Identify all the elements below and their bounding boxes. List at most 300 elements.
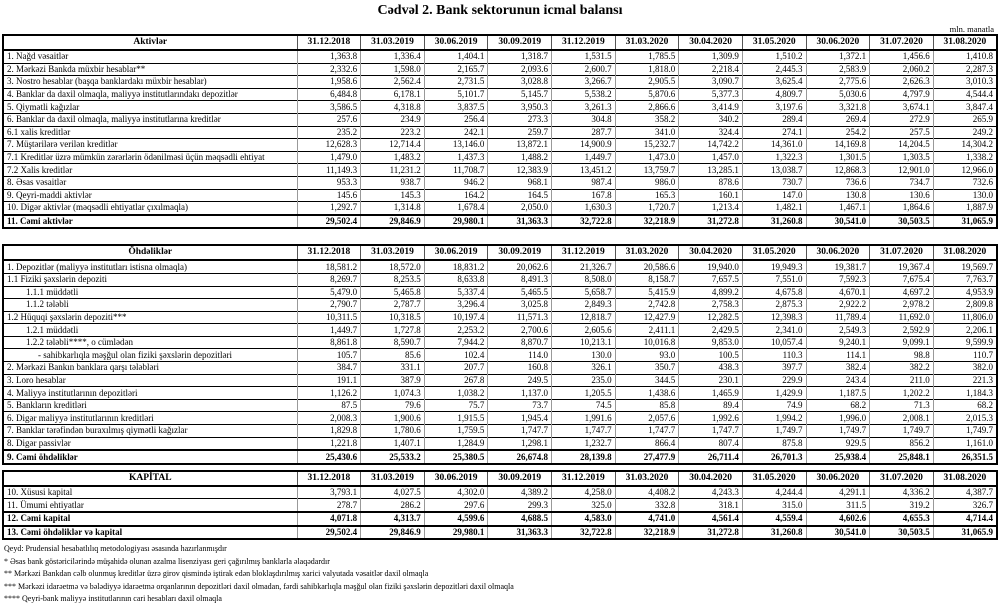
value-cell: 1,298.1 (488, 437, 552, 450)
value-cell: 32,722.8 (552, 526, 616, 540)
value-cell: 12,714.4 (361, 139, 425, 152)
value-cell: 8,870.7 (488, 336, 552, 349)
row-label: 4. Maliyyə institutlarının depozitləri (3, 387, 297, 400)
row-label: 9. Cəmi öhdəliklər (3, 450, 297, 464)
liabilities-table (2, 244, 998, 465)
value-cell: 286.2 (361, 499, 425, 512)
row-label: 4. Banklar da daxil olmaqla, maliyyə institutlarındakı depozitlər (3, 88, 297, 101)
value-cell: 105.7 (297, 349, 361, 362)
value-cell: 2,093.6 (488, 63, 552, 76)
value-cell: 929.5 (806, 437, 870, 450)
date-column-header: 30.04.2020 (679, 471, 743, 486)
value-cell: 12,818.7 (552, 311, 616, 324)
value-cell: 315.0 (742, 499, 806, 512)
value-cell: 2,583.9 (806, 63, 870, 76)
value-cell: 130.0 (933, 189, 997, 202)
value-cell: 31,260.8 (742, 215, 806, 229)
value-cell: 68.2 (806, 399, 870, 412)
value-cell: 265.9 (933, 113, 997, 126)
value-cell: 272.9 (870, 113, 934, 126)
value-cell: 2,429.5 (679, 324, 743, 337)
value-cell: 167.8 (552, 189, 616, 202)
value-cell: 730.7 (742, 176, 806, 189)
value-cell: 6,178.1 (361, 88, 425, 101)
value-cell: 5,030.6 (806, 88, 870, 101)
value-cell: 4,071.8 (297, 512, 361, 526)
liabilities-section-title: Öhdəliklər (3, 245, 297, 260)
value-cell: 732.6 (933, 176, 997, 189)
liabilities-header-row (3, 245, 997, 260)
row-label: 7.1 Kreditlər üzrə mümkün zərərlərin ödənilməsi üçün məqsədli ehtiyat (3, 151, 297, 164)
value-cell: 4,688.5 (488, 512, 552, 526)
value-cell: 8,861.8 (297, 336, 361, 349)
row-label: 1.1 Fiziki şəxslərin depoziti (3, 273, 297, 286)
value-cell: 1,598.0 (361, 63, 425, 76)
value-cell: 14,204.5 (870, 139, 934, 152)
value-cell: 358.2 (615, 113, 679, 126)
value-cell: 878.6 (679, 176, 743, 189)
value-cell: 382.0 (933, 362, 997, 375)
value-cell: 4,389.2 (488, 486, 552, 499)
value-cell: 4,408.2 (615, 486, 679, 499)
value-cell: 5,538.2 (552, 88, 616, 101)
value-cell: 8,158.7 (615, 273, 679, 286)
row-label: 2. Mərkəzi Bankda müxbir hesablar** (3, 63, 297, 76)
value-cell: 1,994.2 (742, 412, 806, 425)
value-cell: 269.4 (806, 113, 870, 126)
row-label: 5. Qiymətli kağızlar (3, 101, 297, 114)
capital-table (2, 470, 998, 540)
table-row (3, 126, 997, 139)
value-cell: 28,139.8 (552, 450, 616, 464)
value-cell: 4,714.4 (933, 512, 997, 526)
value-cell: 2,206.1 (933, 324, 997, 337)
value-cell: 11,231.2 (361, 164, 425, 177)
value-cell: 31,260.8 (742, 526, 806, 540)
table-row (3, 286, 997, 299)
value-cell: 1,372.1 (806, 50, 870, 63)
value-cell: 4,583.0 (552, 512, 616, 526)
row-label: 7. Müştərilərə verilən kreditlər (3, 139, 297, 152)
value-cell: 2,922.2 (806, 299, 870, 312)
table-row (3, 512, 997, 526)
value-cell: 1,232.7 (552, 437, 616, 450)
value-cell: 11,789.4 (806, 311, 870, 324)
value-cell: 14,304.2 (933, 139, 997, 152)
value-cell: 29,980.1 (424, 215, 488, 229)
value-cell: 7,944.2 (424, 336, 488, 349)
value-cell: 866.4 (615, 437, 679, 450)
value-cell: 7,657.5 (679, 273, 743, 286)
value-cell: 19,569.7 (933, 260, 997, 273)
value-cell: 3,625.4 (742, 76, 806, 89)
value-cell: 235.0 (552, 374, 616, 387)
value-cell: 3,090.7 (679, 76, 743, 89)
value-cell: 229.9 (742, 374, 806, 387)
value-cell: 100.5 (679, 349, 743, 362)
value-cell: 2,809.8 (933, 299, 997, 312)
value-cell: 1,449.7 (552, 151, 616, 164)
row-label: 9. Qeyri-maddi aktivlər (3, 189, 297, 202)
value-cell: 10,213.1 (552, 336, 616, 349)
value-cell: 1,958.6 (297, 76, 361, 89)
value-cell: 4,318.8 (361, 101, 425, 114)
value-cell: 102.4 (424, 349, 488, 362)
row-label: 6. Banklar da daxil olmaqla, maliyyə institutlarına kreditlər (3, 113, 297, 126)
value-cell: 382.2 (870, 362, 934, 375)
value-cell: 13,038.7 (742, 164, 806, 177)
value-cell: 13,872.1 (488, 139, 552, 152)
value-cell: 2,775.6 (806, 76, 870, 89)
value-cell: 856.2 (870, 437, 934, 450)
value-cell: 1,996.0 (806, 412, 870, 425)
value-cell: 1,303.5 (870, 151, 934, 164)
value-cell: 297.6 (424, 499, 488, 512)
value-cell: 1,992.6 (679, 412, 743, 425)
value-cell: 19,367.4 (870, 260, 934, 273)
value-cell: 249.5 (488, 374, 552, 387)
table-row (3, 50, 997, 63)
value-cell: 1,510.2 (742, 50, 806, 63)
value-cell: 2,849.3 (552, 299, 616, 312)
value-cell: 221.3 (933, 374, 997, 387)
value-cell: 26,674.8 (488, 450, 552, 464)
date-column-header: 31.05.2020 (742, 35, 806, 50)
value-cell: 11,708.7 (424, 164, 488, 177)
value-cell: 19,949.3 (742, 260, 806, 273)
value-cell: 130.6 (870, 189, 934, 202)
value-cell: 986.0 (615, 176, 679, 189)
date-column-header: 31.12.2019 (552, 471, 616, 486)
value-cell: 1,456.6 (870, 50, 934, 63)
value-cell: 5,377.3 (679, 88, 743, 101)
value-cell: 29,846.9 (361, 526, 425, 540)
value-cell: 1,322.3 (742, 151, 806, 164)
value-cell: 74.5 (552, 399, 616, 412)
value-cell: 734.7 (870, 176, 934, 189)
value-cell: 31,065.9 (933, 215, 997, 229)
value-cell: 2,341.0 (742, 324, 806, 337)
value-cell: 350.7 (615, 362, 679, 375)
value-cell: 1,749.7 (806, 425, 870, 438)
value-cell: 6,484.8 (297, 88, 361, 101)
value-cell: 145.6 (297, 189, 361, 202)
date-column-header: 31.07.2020 (870, 471, 934, 486)
value-cell: 1,184.3 (933, 387, 997, 400)
page-title: Cədvəl 2. Bank sektorunun icmal balansı (377, 3, 623, 18)
value-cell: 145.3 (361, 189, 425, 202)
date-column-header: 31.05.2020 (742, 245, 806, 260)
value-cell: 2,978.2 (870, 299, 934, 312)
value-cell: 1,759.5 (424, 425, 488, 438)
value-cell: 10,197.4 (424, 311, 488, 324)
value-cell: 1,292.7 (297, 202, 361, 215)
value-cell: 12,398.3 (742, 311, 806, 324)
value-cell: 1,749.7 (870, 425, 934, 438)
date-column-header: 31.03.2020 (615, 245, 679, 260)
value-cell: 85.8 (615, 399, 679, 412)
value-cell: 26,701.3 (742, 450, 806, 464)
value-cell: 12,901.0 (870, 164, 934, 177)
section-gap (0, 229, 1000, 244)
value-cell: 85.6 (361, 349, 425, 362)
value-cell: 325.0 (552, 499, 616, 512)
value-cell: 3,296.4 (424, 299, 488, 312)
value-cell: 3,321.8 (806, 101, 870, 114)
row-label: 7. Banklar tərəfindən buraxılmış qiymətli kağızlar (3, 425, 297, 438)
value-cell: 20,586.6 (615, 260, 679, 273)
row-label: 11. Cəmi aktivlər (3, 215, 297, 229)
value-cell: 3,414.9 (679, 101, 743, 114)
value-cell: 4,027.5 (361, 486, 425, 499)
footnotes (4, 544, 649, 604)
value-cell: 27,477.9 (615, 450, 679, 464)
table-row (3, 76, 997, 89)
value-cell: 8,633.8 (424, 273, 488, 286)
date-column-header: 30.06.2019 (424, 245, 488, 260)
value-cell: 19,381.7 (806, 260, 870, 273)
row-label: 11. Ümumi ehtiyatlar (3, 499, 297, 512)
value-cell: 110.7 (933, 349, 997, 362)
value-cell: 25,430.6 (297, 450, 361, 464)
date-column-header: 31.12.2019 (552, 35, 616, 50)
value-cell: 1,338.2 (933, 151, 997, 164)
value-cell: 2,731.5 (424, 76, 488, 89)
value-cell: 25,938.4 (806, 450, 870, 464)
row-label: 1.2.2 tələbli****, o cümlədən (3, 336, 297, 349)
date-column-header: 30.06.2020 (806, 245, 870, 260)
value-cell: 11,571.3 (488, 311, 552, 324)
value-cell: 397.7 (742, 362, 806, 375)
value-cell: 341.0 (615, 126, 679, 139)
value-cell: 3,025.8 (488, 299, 552, 312)
value-cell: 12,868.3 (806, 164, 870, 177)
table-row (3, 412, 997, 425)
value-cell: 387.9 (361, 374, 425, 387)
row-label: 13. Cəmi öhdəliklər və kapital (3, 526, 297, 540)
value-cell: 11,806.0 (933, 311, 997, 324)
value-cell: 7,763.7 (933, 273, 997, 286)
value-cell: 4,675.8 (742, 286, 806, 299)
value-cell: 13,451.2 (552, 164, 616, 177)
value-cell: 29,502.4 (297, 215, 361, 229)
value-cell: 3,847.4 (933, 101, 997, 114)
value-cell: 257.6 (297, 113, 361, 126)
table-row (3, 450, 997, 464)
value-cell: 1,749.7 (742, 425, 806, 438)
value-cell: 1,301.5 (806, 151, 870, 164)
value-cell: 30,503.5 (870, 526, 934, 540)
value-cell: 5,415.9 (615, 286, 679, 299)
value-cell: 3,197.6 (742, 101, 806, 114)
value-cell: 1,404.1 (424, 50, 488, 63)
table-row (3, 399, 997, 412)
value-cell: 5,465.5 (488, 286, 552, 299)
table-row (3, 189, 997, 202)
value-cell: 71.3 (870, 399, 934, 412)
value-cell: 32,218.9 (615, 215, 679, 229)
table-row (3, 273, 997, 286)
table-row (3, 349, 997, 362)
value-cell: 21,326.7 (552, 260, 616, 273)
date-column-header: 31.07.2020 (870, 245, 934, 260)
value-cell: 4,387.7 (933, 486, 997, 499)
value-cell: 8,491.3 (488, 273, 552, 286)
value-cell: 254.2 (806, 126, 870, 139)
table-row (3, 362, 997, 375)
value-cell: 1,747.7 (552, 425, 616, 438)
value-cell: 2,600.7 (552, 63, 616, 76)
value-cell: 1,314.8 (361, 202, 425, 215)
value-cell: 10,057.4 (742, 336, 806, 349)
value-cell: 19,940.0 (679, 260, 743, 273)
assets-table (2, 34, 998, 229)
date-column-header: 31.03.2020 (615, 35, 679, 50)
value-cell: 1,038.2 (424, 387, 488, 400)
value-cell: 324.4 (679, 126, 743, 139)
value-cell: 1,213.4 (679, 202, 743, 215)
value-cell: 164.2 (424, 189, 488, 202)
date-column-header: 30.04.2020 (679, 35, 743, 50)
value-cell: 68.2 (933, 399, 997, 412)
footnote-line: *** Mərkəzi idarəetmə və bələdiyyə idarəetmə orqanlarının depozitləri daxil olmadan, fərdi sahibkarlıqla məşğul olan fiziki şəxslərin depozitləri daxil olmaqla (4, 581, 514, 591)
value-cell: 953.3 (297, 176, 361, 189)
value-cell: 4,697.2 (870, 286, 934, 299)
footnote-line: Qeyd: Prudensial hesabatlılıq metodologiyası əsasında hazırlanmışdır (4, 544, 227, 554)
value-cell: 5,101.7 (424, 88, 488, 101)
value-cell: 1,630.3 (552, 202, 616, 215)
value-cell: 2,015.3 (933, 412, 997, 425)
table-row (3, 113, 997, 126)
date-column-header: 30.06.2019 (424, 35, 488, 50)
value-cell: 30,541.0 (806, 526, 870, 540)
value-cell: 2,445.3 (742, 63, 806, 76)
value-cell: 5,337.4 (424, 286, 488, 299)
date-column-header: 30.09.2019 (488, 35, 552, 50)
value-cell: 31,272.8 (679, 526, 743, 540)
value-cell: 114.1 (806, 349, 870, 362)
value-cell: 5,658.7 (552, 286, 616, 299)
value-cell: 344.5 (615, 374, 679, 387)
value-cell: 1,284.9 (424, 437, 488, 450)
row-label: 7.2 Xalis kreditlər (3, 164, 297, 177)
value-cell: 3,950.3 (488, 101, 552, 114)
value-cell: 207.7 (424, 362, 488, 375)
value-cell: 1,488.2 (488, 151, 552, 164)
row-label: 10. Digər aktivlər (məqsədli ehtiyatlar çıxılmaqla) (3, 202, 297, 215)
table-row (3, 526, 997, 540)
value-cell: 31,363.3 (488, 215, 552, 229)
value-cell: 10,318.5 (361, 311, 425, 324)
value-cell: 4,741.0 (615, 512, 679, 526)
value-cell: 4,797.9 (870, 88, 934, 101)
value-cell: 7,675.4 (870, 273, 934, 286)
value-cell: 1,465.9 (679, 387, 743, 400)
value-cell: 2,700.6 (488, 324, 552, 337)
value-cell: 319.2 (870, 499, 934, 512)
value-cell: 9,099.1 (870, 336, 934, 349)
row-label: 6. Digər maliyyə institutlarının kreditləri (3, 412, 297, 425)
row-label: 10. Xüsusi kapital (3, 486, 297, 499)
row-label: 3. Nostro hesablar (başqa banklardakı müxbir hesablar) (3, 76, 297, 89)
value-cell: 2,050.0 (488, 202, 552, 215)
value-cell: 968.1 (488, 176, 552, 189)
value-cell: 4,302.0 (424, 486, 488, 499)
value-cell: 1,818.0 (615, 63, 679, 76)
value-cell: 32,218.9 (615, 526, 679, 540)
value-cell: 13,146.0 (424, 139, 488, 152)
value-cell: 1,479.0 (297, 151, 361, 164)
value-cell: 3,261.3 (552, 101, 616, 114)
date-column-header: 30.06.2019 (424, 471, 488, 486)
value-cell: 14,169.8 (806, 139, 870, 152)
value-cell: 9,853.0 (679, 336, 743, 349)
value-cell: 9,240.1 (806, 336, 870, 349)
value-cell: 89.4 (679, 399, 743, 412)
value-cell: 3,793.1 (297, 486, 361, 499)
capital-section-title: KAPİTAL (3, 471, 297, 486)
value-cell: 160.1 (679, 189, 743, 202)
value-cell: 1,727.8 (361, 324, 425, 337)
value-cell: 5,465.8 (361, 286, 425, 299)
value-cell: 1,187.5 (806, 387, 870, 400)
value-cell: 2,758.3 (679, 299, 743, 312)
date-column-header: 31.05.2020 (742, 471, 806, 486)
row-label: 1.2.1 müddətli (3, 324, 297, 337)
date-column-header: 30.06.2020 (806, 35, 870, 50)
value-cell: 2,057.6 (615, 412, 679, 425)
value-cell: 938.7 (361, 176, 425, 189)
value-cell: 191.1 (297, 374, 361, 387)
row-label: 1.1.1 müddətli (3, 286, 297, 299)
value-cell: 1,336.4 (361, 50, 425, 63)
value-cell: 1,749.7 (933, 425, 997, 438)
date-column-header: 31.12.2018 (297, 471, 361, 486)
assets-section-title: Aktivlər (3, 35, 297, 50)
value-cell: 14,742.2 (679, 139, 743, 152)
row-label: 8. Digər passivlər (3, 437, 297, 450)
table-row (3, 425, 997, 438)
value-cell: 318.1 (679, 499, 743, 512)
value-cell: 4,809.7 (742, 88, 806, 101)
value-cell: 287.7 (552, 126, 616, 139)
table-row (3, 299, 997, 312)
value-cell: 1,407.1 (361, 437, 425, 450)
date-column-header: 30.09.2019 (488, 471, 552, 486)
value-cell: 1,221.8 (297, 437, 361, 450)
value-cell: 4,559.4 (742, 512, 806, 526)
row-label: 1.1.2 tələbli (3, 299, 297, 312)
value-cell: 1,945.4 (488, 412, 552, 425)
table-row (3, 260, 997, 273)
value-cell: 1,137.0 (488, 387, 552, 400)
value-cell: 93.0 (615, 349, 679, 362)
value-cell: 4,602.6 (806, 512, 870, 526)
value-cell: 249.2 (933, 126, 997, 139)
value-cell: 147.0 (742, 189, 806, 202)
table-row (3, 215, 997, 229)
row-label: 12. Cəmi kapital (3, 512, 297, 526)
value-cell: 278.7 (297, 499, 361, 512)
value-cell: 242.1 (424, 126, 488, 139)
value-cell: 29,502.4 (297, 526, 361, 540)
value-cell: 2,787.7 (361, 299, 425, 312)
value-cell: 1,205.5 (552, 387, 616, 400)
value-cell: 2,742.8 (615, 299, 679, 312)
value-cell: 4,291.1 (806, 486, 870, 499)
table-row (3, 151, 997, 164)
date-column-header: 31.12.2018 (297, 245, 361, 260)
